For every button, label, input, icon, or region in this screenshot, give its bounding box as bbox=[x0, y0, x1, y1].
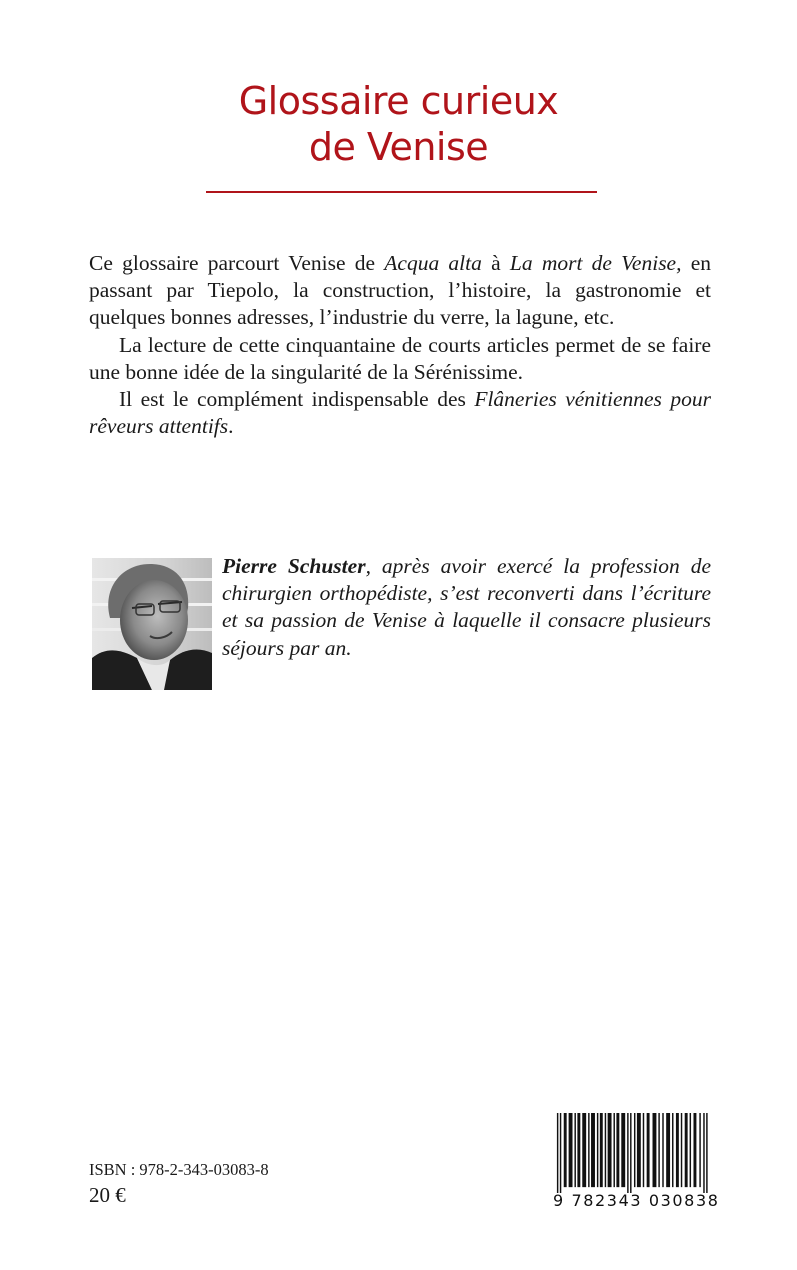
author-bio bbox=[222, 553, 711, 662]
author-bio-text: , après avoir exercé la profession de chirurgien orthopédiste, s’est reconverti dans l’écriture et sa passion de Venise à laquelle il consacre plusieurs séjours par an. bbox=[222, 554, 711, 660]
blurb-text: . bbox=[228, 414, 234, 439]
blurb-text: Ce glossaire parcourt Venise de bbox=[89, 251, 385, 275]
title-line-1: Glossaire curieux bbox=[238, 79, 559, 123]
blurb bbox=[89, 250, 711, 440]
blurb-italic-flaneries: Flâneries vénitiennes pour rêveurs attentifs bbox=[89, 387, 711, 439]
blurb-text: à bbox=[481, 251, 510, 275]
blurb-text: Il est le complément indispensable des bbox=[119, 387, 475, 412]
title-line-2: de Venise bbox=[308, 125, 489, 169]
author-name: Pierre Schuster bbox=[222, 554, 366, 578]
blurb-paragraph-2: La lecture de cette cinquantaine de courts articles permet de se faire une bonne idée de la singularité de la Sérénissime. bbox=[89, 332, 711, 384]
blurb-italic-acqua-alta: Acqua alta bbox=[384, 251, 482, 275]
author-photo bbox=[92, 558, 212, 690]
blurb-paragraph-1 bbox=[89, 250, 711, 332]
blurb-paragraph-3 bbox=[89, 386, 711, 440]
barcode-bars-icon bbox=[553, 1113, 713, 1193]
title-divider bbox=[206, 191, 597, 193]
isbn-label: ISBN : 978-2-343-03083-8 bbox=[89, 1160, 269, 1179]
barcode bbox=[553, 1113, 720, 1213]
blurb-text: en passant par Tiepolo, la construction, l’histoire, la gastronomie et quelques bonnes adresses, l’industrie du verre, la lagune, etc. bbox=[89, 251, 712, 330]
author-bio-paragraph bbox=[222, 553, 711, 662]
price-label: 20 € bbox=[89, 1183, 126, 1207]
book-title bbox=[0, 78, 797, 170]
barcode-digits: 9 782343 030838 bbox=[553, 1191, 720, 1210]
blurb-italic-la-mort-de-venise: La mort de Venise, bbox=[509, 251, 682, 275]
portrait-image bbox=[92, 558, 212, 690]
